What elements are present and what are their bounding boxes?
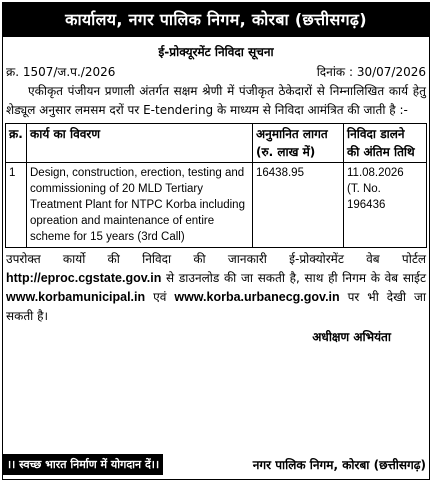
header-work: कार्य का विवरण [27, 124, 253, 163]
row-sno: 1 [6, 163, 27, 248]
header-cost [253, 124, 344, 163]
reference-line [3, 63, 429, 80]
tender-notice [2, 2, 430, 480]
table-row [6, 163, 427, 248]
swachh-bharat-slogan: ।। स्वच्छ भारत निर्माण में योगदान दें।। [3, 454, 163, 475]
header-last-date [344, 124, 427, 163]
footer-text-1: उपरोक्त कार्यो की निविदा की जानकारी ई-प्रोक्योरमेंट वेब पोर्टल [6, 252, 426, 266]
footer-text-3: एवं [145, 290, 175, 304]
header-cost-line1: अनुमानित लागत [256, 127, 328, 141]
intro-text: एकीकृत पंजीयन प्रणाली अंतर्गत सक्षम श्रेणी में पंजीकृत ठेकेदारों से निम्नालिखित कार्य हेतु शेड्यूल अनुसार लमसम दरों पर E-tendering के माध्यम से निविदा आमंत्रित की जाती है :- [6, 84, 426, 117]
footer-paragraph [3, 248, 429, 326]
bottom-bar [3, 454, 429, 475]
row-estimated-cost: 16438.95 [253, 163, 344, 248]
row-tender-no-label: (T. No. [347, 183, 381, 195]
header-sno: क्र. [6, 124, 27, 163]
reference-number: क्र. 1507/ज.प./2026 [6, 65, 116, 79]
office-title: कार्यालय, नगर पालिक निगम, कोरबा (छत्तीसगढ़) [65, 10, 367, 29]
notice-subtitle: ई-प्रोक्यूरमेंट निविदा सूचना [158, 45, 274, 59]
notice-date: दिनांक : 30/07/2026 [316, 65, 426, 79]
tender-table [5, 123, 427, 248]
row-work-description: Design, construction, erection, testing and commissioning of 20 MLD Tertiary Treatment Plant for NTPC Korba including opreation and maintenance of entire scheme for 15 years (3rd Call) [27, 163, 253, 248]
footer-text-2: से डाउनलोड की जा सकती है, साथ ही निगम के वेब साईट [161, 271, 426, 285]
header-date-line1: निविदा डालने [347, 127, 405, 141]
footer-text-4: पर भी देखी जा सकती है। [6, 290, 426, 323]
eproc-link[interactable]: http://eproc.cgstate.gov.in [6, 271, 162, 285]
row-last-date [344, 163, 427, 248]
intro-paragraph [3, 80, 429, 120]
header-cost-line2: (रु. लाख में) [256, 145, 316, 159]
row-tender-no: 196436 [347, 199, 386, 211]
signatory: अधीक्षण अभियंता [312, 330, 391, 344]
urbanecg-link[interactable]: www.korba.urbanecg.gov.in [174, 290, 340, 304]
table-header-row [6, 124, 427, 163]
row-date: 11.08.2026 [347, 167, 404, 179]
office-header [3, 3, 429, 37]
issuing-office: नगर पालिक निगम, कोरबा (छत्तीसगढ़) [252, 458, 426, 472]
header-date-line2: की अंतिम तिथि [347, 145, 415, 159]
korbamunicipal-link[interactable]: www.korbamunicipal.in [6, 290, 146, 304]
